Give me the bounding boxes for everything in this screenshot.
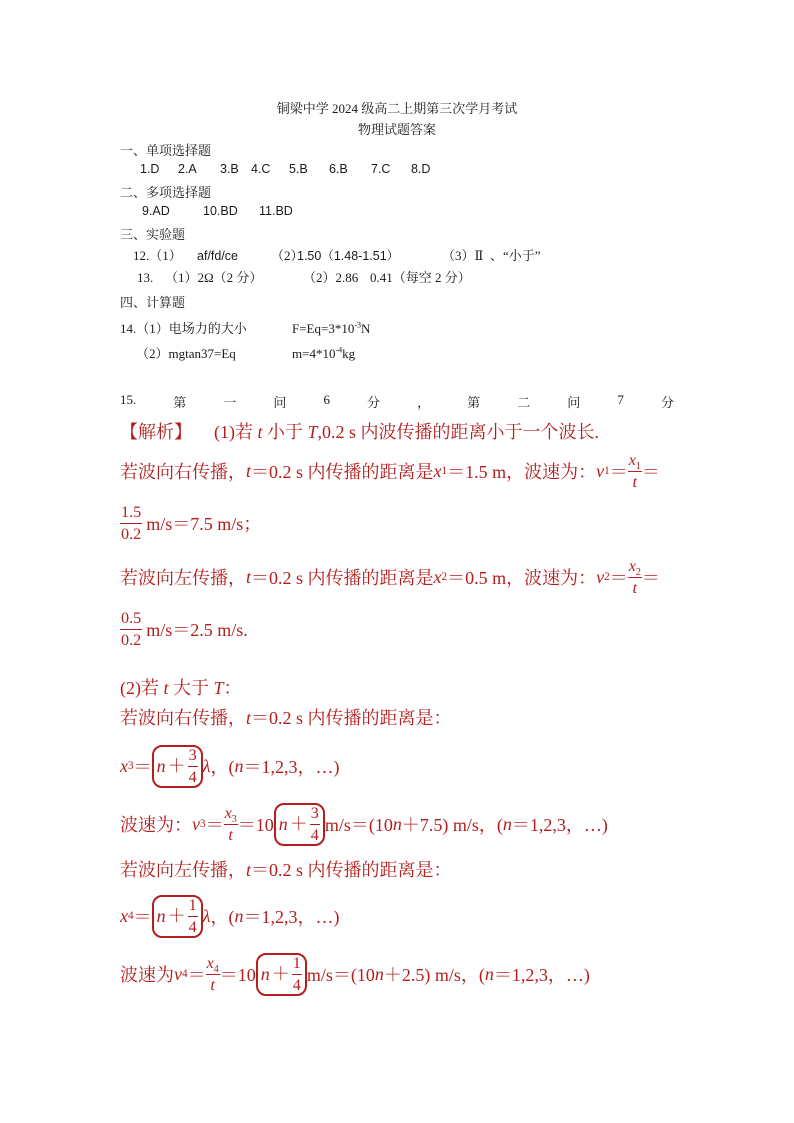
fraction-1-over-4 (188, 897, 198, 936)
bracket-group (152, 895, 203, 938)
var-x: x (433, 566, 442, 587)
solution-left-speed (120, 608, 248, 650)
text: 波速为 (120, 965, 174, 985)
q15-token: 6 (323, 392, 330, 407)
denominator: 0.2 (121, 630, 142, 649)
q14-part2-label: （2）mgtan37=Eq (136, 346, 236, 361)
var-x: x (433, 460, 442, 481)
numerator: 3 (188, 745, 197, 764)
q15-token: ， (417, 395, 431, 410)
var-lambda: λ (202, 905, 211, 926)
var-t: t (228, 825, 233, 844)
q15-token: 分 (660, 395, 674, 410)
q15-token: 问 (567, 395, 581, 410)
answer-2: 2.A (178, 162, 197, 176)
var-n: n (234, 755, 244, 776)
text: ＋2.5) m/s，( (383, 965, 485, 985)
answer-10: 10.BD (203, 204, 238, 218)
text: ＝1,2,3，…) (243, 757, 340, 777)
denominator: 4 (310, 825, 319, 844)
text: (2)若 (120, 678, 164, 698)
text: 若波向左传播， (120, 568, 246, 588)
section-heading-single-choice: 一、单项选择题 (120, 143, 212, 158)
q12-part1: af/fd/ce (197, 249, 238, 263)
text: ＝0.2 s 内传播的距离是： (251, 708, 452, 728)
subscript: 2 (635, 566, 641, 578)
fraction-3-over-4 (310, 805, 320, 844)
q13-part3: 0.41（每空 2 分） (370, 270, 471, 285)
q15-token: 第 (467, 395, 481, 410)
text: ＝ (205, 815, 224, 835)
text: ＝1,2,3，…) (243, 907, 340, 927)
solution-right-distance-intro (120, 704, 452, 730)
numerator: 3 (310, 803, 319, 822)
bracket-group (256, 953, 307, 996)
var-t: t (246, 566, 252, 587)
q12-part2: 1.50（1.48-1.51） (297, 249, 400, 263)
var-x: x (628, 556, 636, 575)
text: m/s＝(10 (306, 965, 375, 985)
numerator: 1.5 (121, 502, 142, 521)
var-t: t (632, 472, 638, 491)
text: (1)若 (214, 422, 258, 442)
numerator: 1 (292, 953, 301, 972)
text: 大于 (168, 678, 214, 698)
text: ＋ (167, 756, 186, 776)
text: ： (223, 678, 242, 698)
text: ＝0.2 s 内传播的距离是 (251, 568, 434, 588)
text: ＝ (133, 757, 152, 777)
solution-part1-intro (120, 418, 599, 444)
fraction-x3-over-t (224, 805, 238, 844)
q14-part2-exp: -4 (335, 345, 343, 355)
text: ＝10 (219, 965, 256, 985)
q14-part1 (120, 318, 370, 337)
var-x: x (120, 905, 128, 926)
var-T: T (307, 422, 318, 442)
text: ，( (210, 757, 235, 777)
document-title: 铜梁中学 2024 级高二上期第三次学月考试 (276, 101, 518, 116)
q14-part1-expr: F=Eq=3*10 (292, 321, 355, 336)
subscript: 4 (213, 963, 219, 975)
var-x: x (120, 755, 128, 776)
var-n: n (392, 813, 402, 834)
text: m/s＝7.5 m/s； (146, 514, 262, 534)
q14-part1-exp: -3 (354, 320, 362, 330)
text: ＝0.5 m，波速为： (447, 568, 597, 588)
q15-token: 二 (517, 395, 531, 410)
text: ＝1.5 m，波速为： (447, 462, 597, 482)
var-v: v (596, 460, 605, 481)
var-lambda: λ (202, 755, 211, 776)
answer-9: 9.AD (142, 204, 170, 218)
text: ＝0.2 s 内传播的距离是： (251, 860, 452, 880)
var-n: n (234, 905, 244, 926)
bracket-group (274, 803, 325, 846)
solution-left-distance-intro (120, 856, 452, 882)
multi-choice-answers (142, 204, 293, 218)
solution-x3-formula: x 3 ＝ n ＋ $\frac{3}{4}$ λ ，( n ＝1,2,3，…) (120, 745, 340, 786)
answer-5: 5.B (289, 162, 308, 176)
text: ＝1,2,3，…) (493, 965, 590, 985)
solution-right-speed (120, 502, 261, 544)
var-t: t (632, 578, 638, 597)
answer-6: 6.B (329, 162, 348, 176)
solution-left-line: 若波向左传播， t ＝0.2 s 内传播的距离是 x 2 ＝0.5 m，波速为： v 2 ＝ $\frac{x_2}{t}$ ＝ (120, 556, 660, 597)
fraction-x1-over-t (628, 452, 642, 491)
q15-token: 7 (617, 392, 624, 407)
var-n: n (156, 756, 166, 776)
section-heading-calculation: 四、计算题 (120, 295, 186, 310)
subscript: 1 (635, 460, 641, 472)
var-n: n (156, 906, 166, 926)
solution-part2-intro (120, 674, 242, 700)
subscript: 3 (231, 813, 237, 825)
var-t: t (246, 860, 252, 880)
var-v: v (174, 963, 182, 984)
text: ＝10 (237, 815, 274, 835)
var-t: t (246, 460, 252, 481)
var-v: v (192, 813, 200, 834)
q15-token: 第 (173, 395, 187, 410)
q14-part2-unit: kg (342, 346, 356, 361)
text: ＝ (641, 462, 660, 482)
text: ，( (210, 907, 235, 927)
q12-part3-label: （3）Ⅱ (442, 248, 484, 263)
var-T: T (213, 678, 224, 698)
fraction-x2-over-t (628, 558, 642, 597)
solution-v4-formula: 波速为 v 4 ＝ $\frac{x_4}{t}$ ＝10 n ＋ $\frac{1}{4}$ m/s＝(10 n ＋2.5) m/s，( n ＝1,2,3，…) (120, 953, 590, 994)
solution-v3-formula: 波速为： v 3 ＝ $\frac{x_3}{t}$ ＝10 n ＋ $\frac{3}{4}$ m/s＝(10 n ＋7.5) m/s，( n ＝1,2,3，…) (120, 803, 608, 844)
q15-token: 问 (273, 395, 287, 410)
var-n: n (502, 813, 512, 834)
text: m/s＝2.5 m/s. (146, 620, 248, 640)
text: ＝ (641, 568, 660, 588)
var-t: t (163, 678, 169, 698)
answer-4: 4.C (251, 162, 271, 176)
denominator: 4 (188, 917, 197, 936)
text: 小于 (262, 422, 308, 442)
var-v: v (596, 566, 605, 587)
document-subtitle: 物理试题答案 (357, 122, 436, 137)
section-heading-experiment: 三、实验题 (120, 227, 186, 242)
answer-11: 11.BD (259, 204, 293, 218)
var-t: t (257, 422, 263, 442)
text: 若波向右传播， (120, 708, 246, 728)
q12-part2-label: （2） (271, 248, 304, 263)
var-t: t (210, 975, 215, 994)
text: ＋7.5) m/s，( (401, 815, 503, 835)
q13-number: 13. (137, 270, 154, 285)
text: ＋ (271, 964, 290, 984)
fraction-x4-over-t (206, 955, 220, 994)
denominator: 0.2 (121, 524, 142, 543)
solution-tag: 【解析】 (120, 422, 192, 442)
numerator: 0.5 (121, 608, 142, 627)
q15-score-line (120, 392, 674, 411)
numerator: 1 (188, 895, 197, 914)
var-n: n (278, 814, 288, 834)
q12-answer (133, 245, 541, 264)
var-x: x (628, 450, 636, 469)
text: ＋ (167, 906, 186, 926)
section-heading-multi-choice: 二、多项选择题 (120, 185, 212, 200)
text: ＝ (133, 907, 152, 927)
answer-1: 1.D (140, 162, 160, 176)
solution-right-line: 若波向右传播， t ＝0.2 s 内传播的距离是 x 1 ＝1.5 m，波速为： v 1 ＝ $\frac{x_1}{t}$ ＝ (120, 450, 660, 491)
var-n: n (260, 964, 270, 984)
text: ＝ (609, 568, 628, 588)
fraction-1.5-over-0.2 (120, 504, 142, 543)
var-x: x (206, 953, 214, 972)
denominator: 4 (292, 975, 301, 994)
text: ＝ (187, 965, 206, 985)
denominator: 4 (188, 767, 197, 786)
answer-8: 8.D (411, 162, 431, 176)
solution-x4-formula: x 4 ＝ n ＋ $\frac{1}{4}$ λ ，( n ＝1,2,3，…) (120, 895, 340, 936)
text: 若波向右传播， (120, 462, 246, 482)
q15-token: 分 (367, 395, 381, 410)
q14-part1-label: 14.（1）电场力的大小 (120, 321, 247, 336)
q15-token: 15. (120, 392, 137, 407)
q13-part1: （1）2Ω（2 分） (165, 270, 263, 285)
text: ,0.2 s 内波传播的距离小于一个波长. (317, 422, 600, 442)
q14-part2-expr: m=4*10 (292, 346, 336, 361)
q12-number: 12.（1） (133, 248, 182, 263)
text: ＝ (609, 462, 628, 482)
q12-part3: 、“小于” (490, 248, 541, 263)
text: 若波向左传播， (120, 860, 246, 880)
text: ＋ (289, 814, 308, 834)
q13-part2: （2）2.86 (303, 270, 359, 285)
single-choice-answers (140, 162, 430, 176)
text: m/s＝(10 (324, 815, 393, 835)
var-t: t (246, 708, 252, 728)
bracket-group (152, 745, 203, 788)
var-n: n (374, 963, 384, 984)
fraction-3-over-4 (188, 747, 198, 786)
fraction-1-over-4 (292, 955, 302, 994)
text: ＝1,2,3，…) (511, 815, 608, 835)
q14-part1-unit: N (361, 321, 371, 336)
text: 波速为： (120, 815, 192, 835)
var-x: x (224, 803, 232, 822)
answer-3: 3.B (220, 162, 239, 176)
q13-answer (137, 267, 471, 286)
text: ＝0.2 s 内传播的距离是 (251, 462, 434, 482)
q15-token: 一 (223, 395, 237, 410)
q14-part2 (136, 343, 355, 362)
fraction-0.5-over-0.2 (120, 610, 142, 649)
answer-7: 7.C (371, 162, 391, 176)
var-n: n (484, 963, 494, 984)
